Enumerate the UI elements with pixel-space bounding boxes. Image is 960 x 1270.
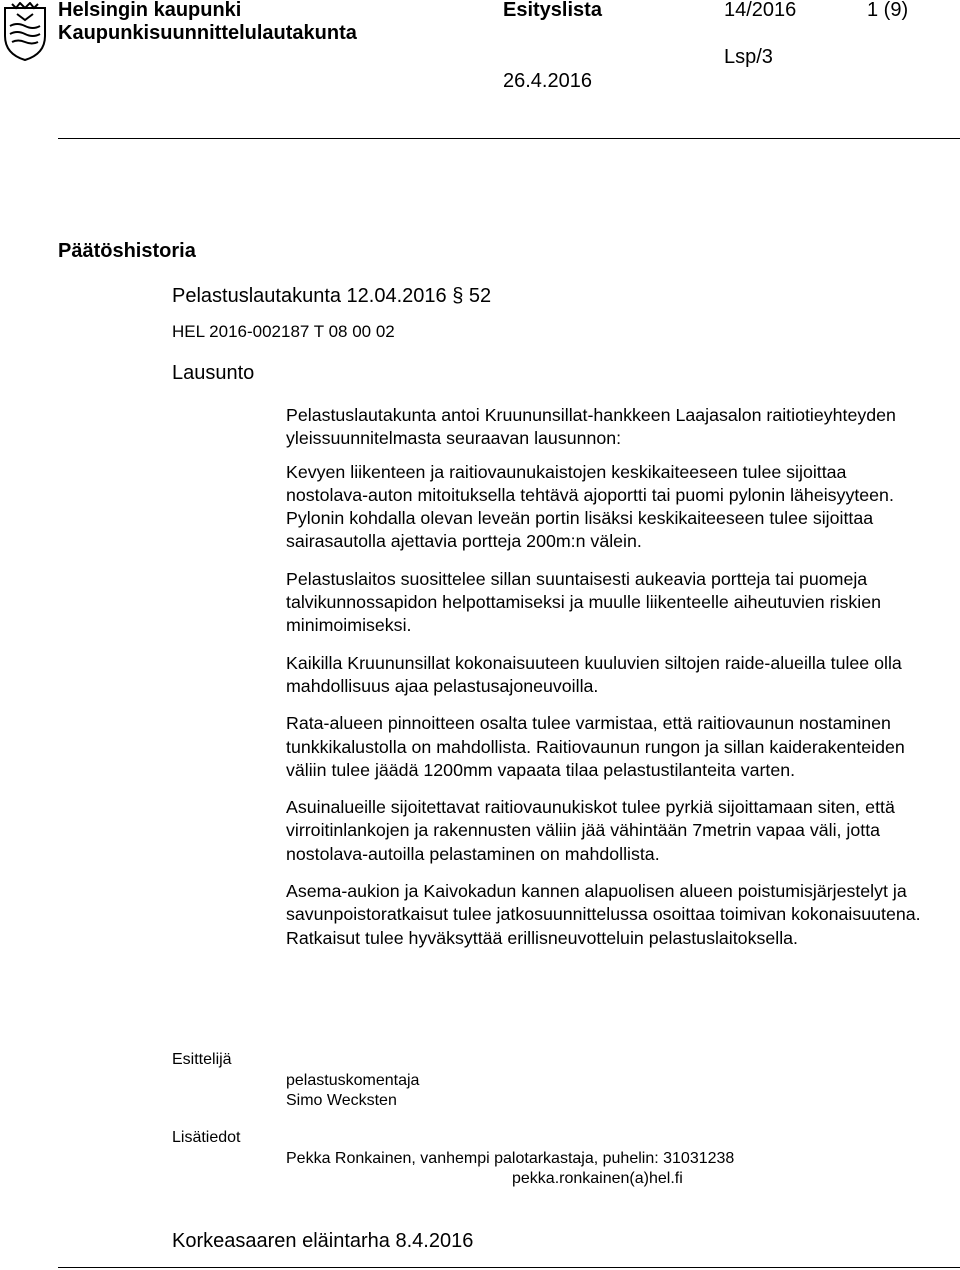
statement-paragraph: Asuinalueille sijoitettavat raitiovaunukiskot tulee pyrkiä sijoittamaan siten, että virroitinlankojen ja rakennusten väliin jää vähintään 7metrin vapaa väli, jotta nostolava-autoilla pelastaminen on mahdollista. [286, 797, 895, 864]
statement-paragraph: Asema-aukion ja Kaivokadun kannen alapuolisen alueen poistumisjärjestelyt ja savunpoistoratkaisut tulee jatkosuunnittelussa osoittaa toimivan kokonaisuutena. Ratkaisut tulee hyväksyttää erillisneuvotteluin pelastuslaitoksella. [286, 881, 921, 948]
presenter-title: pelastuskomentaja [286, 1072, 420, 1089]
statement-paragraph: Pelastuslautakunta antoi Kruununsillat-hankkeen Laajasalon raitiotieyhteyden yleissuunnitelmasta seuraavan lausunnon: [286, 405, 896, 449]
meeting-reference: Pelastuslautakunta 12.04.2016 § 52 [172, 285, 492, 307]
document-type: Esityslista [503, 0, 602, 21]
contact-person: Pekka Ronkainen, vanhempi palotarkastaja, puhelin: 31031238 [286, 1150, 735, 1167]
page-number: 1 (9) [867, 0, 909, 21]
header-divider [58, 138, 960, 139]
section-title: Päätöshistoria [58, 240, 196, 262]
next-meeting-reference: Korkeasaaren eläintarha 8.4.2016 [172, 1230, 474, 1252]
statement-paragraph: Pelastuslaitos suosittelee sillan suuntaisesti aukeavia portteja tai puomeja talvikunnossapidon helpottamiseksi ja muulle liikenteelle aiheutuvien riskien minimoimiseksi. [286, 568, 882, 636]
document-number: 14/2016 [724, 0, 797, 21]
statement-paragraph: Kaikilla Kruununsillat kokonaisuuteen kuuluvien siltojen raide-alueilla tulee olla mahdollisuus ajaa pelastusajoneuvoilla. [286, 652, 902, 696]
unit-name: Kaupunkisuunnittelulautakunta [58, 22, 357, 44]
contact-email: pekka.ronkainen(a)hel.fi [512, 1170, 683, 1187]
case-reference: HEL 2016-002187 T 08 00 02 [172, 322, 395, 341]
helsinki-crest-icon [3, 2, 47, 62]
presenter-label: Esittelijä [172, 1051, 232, 1068]
section-code: Lsp/3 [724, 46, 773, 68]
statement-paragraph: Rata-alueen pinnoitteen osalta tulee varmistaa, että raitiovaunun nostaminen tunkkikalustolla on mahdollista. Raitiovaunun rungon ja sillan kaiderakenteiden väliin tulee jäädä 1200mm vapaata tilaa pelastustilanteita varten. [286, 713, 905, 780]
statement-body [286, 404, 926, 964]
presenter-name: Simo Wecksten [286, 1092, 397, 1109]
footer-divider [58, 1267, 960, 1268]
document-date: 26.4.2016 [503, 70, 592, 92]
info-label: Lisätiedot [172, 1129, 241, 1146]
decision-type: Lausunto [172, 362, 255, 384]
organization-name: Helsingin kaupunki [58, 0, 242, 21]
statement-paragraph: Kevyen liikenteen ja raitiovaunukaistojen keskikaiteeseen tulee sijoittaa nostolava-auton mitoituksella tehtävä ajoportti tai puomi pylonin läheisyyteen. Pylonin kohdalla olevan leveän portin lisäksi keskikaiteeseen tulee sijoittaa sairasautolla ajettavia portteja 200m:n välein. [286, 461, 894, 552]
